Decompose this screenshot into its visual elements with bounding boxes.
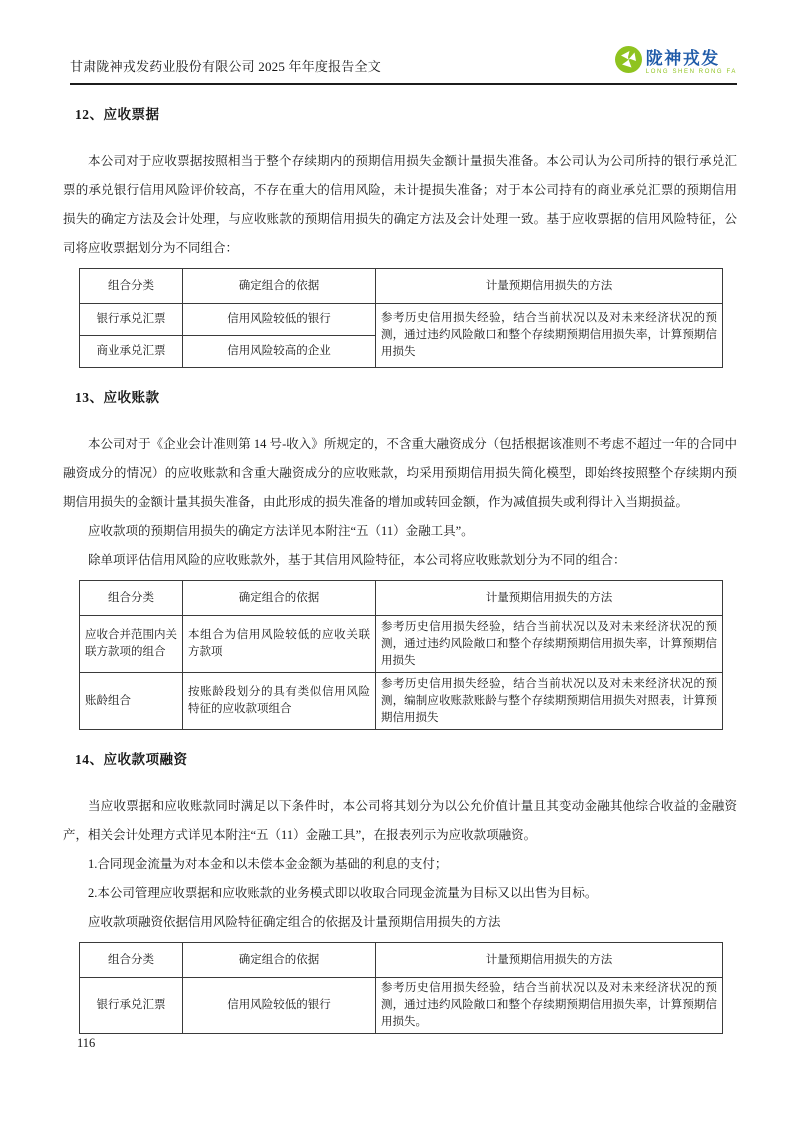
paragraph: 本公司对于应收票据按照相当于整个存续期内的预期信用损失金额计量损失准备。本公司认为公司所持的银行承兑汇票的承兑银行信用风险评价较高，不存在重大的信用风险，未计提损失准备；对于本公司持有的商业承兑汇票的预期信用损失的确定方法及会计处理，与应收账款的预期信用损失的确定方法及会计处理一致。基于应收票据的信用风险特征，公司将应收票据划分为不同组合： <box>63 154 737 255</box>
paragraph: 应收款项的预期信用损失的确定方法详见本附注“五（11）金融工具”。 <box>88 524 474 538</box>
cell-method: 参考历史信用损失经验，结合当前状况以及对未来经济状况的预测，通过违约风险敞口和整个存续期预期信用损失率，计算预期信用损失 <box>376 616 723 673</box>
paragraph: 2.本公司管理应收票据和应收账款的业务模式即以收取合同现金流量为目标又以出售为目标。 <box>88 886 598 900</box>
header-rule <box>70 83 737 85</box>
col-header-method: 计量预期信用损失的方法 <box>376 269 723 304</box>
logo-name-en: LONG SHEN RONG FA <box>645 68 737 75</box>
cell-method-merged: 参考历史信用损失经验，结合当前状况以及对未来经济状况的预测，通过违约风险敞口和整个存续期预期信用损失率，计算预期信用损失 <box>376 304 723 368</box>
table-row <box>80 978 723 1034</box>
cell-portfolio: 商业承兑汇票 <box>80 336 183 368</box>
section-heading: 14、应收款项融资 <box>75 752 188 767</box>
col-header-portfolio: 组合分类 <box>80 269 183 304</box>
report-title: 甘肃陇神戎发药业股份有限公司 2025 年年度报告全文 <box>70 59 381 74</box>
section-notes-receivable <box>63 103 737 368</box>
receivables-financing-portfolio-table <box>79 942 723 1034</box>
cell-portfolio: 应收合并范围内关联方款项的组合 <box>80 616 183 673</box>
table-row <box>80 616 723 673</box>
section-heading: 13、应收账款 <box>75 390 160 405</box>
paragraph: 除单项评估信用风险的应收账款外，基于其信用风险特征，本公司将应收账款划分为不同的组合： <box>88 553 626 567</box>
notes-receivable-portfolio-table <box>79 268 723 368</box>
accounts-receivable-portfolio-table <box>79 580 723 730</box>
table-header-row <box>80 581 723 616</box>
col-header-portfolio: 组合分类 <box>80 581 183 616</box>
paragraph: 本公司对于《企业会计准则第 14 号-收入》所规定的，不含重大融资成分（包括根据该准则不考虑不超过一年的合同中融资成分的情况）的应收账款和含重大融资成分的应收账款，均采用预期信用损失简化模型，即始终按照整个存续期内预期信用损失的金额计量其损失准备，由此形成的损失准备的增加或转回金额，作为减值损失或利得计入当期损益。 <box>63 437 737 509</box>
section-accounts-receivable <box>63 386 737 730</box>
company-logo <box>615 46 737 78</box>
cell-portfolio: 账龄组合 <box>80 673 183 730</box>
cell-method: 参考历史信用损失经验，结合当前状况以及对未来经济状况的预测，通过违约风险敞口和整个存续期预期信用损失率，计算预期信用损失。 <box>376 978 723 1034</box>
col-header-basis: 确定组合的依据 <box>183 581 376 616</box>
cell-method: 参考历史信用损失经验，结合当前状况以及对未来经济状况的预测，编制应收账款账龄与整个存续期预期信用损失对照表，计算预期信用损失 <box>376 673 723 730</box>
logo-name-cn: 陇神戎发 <box>645 48 720 68</box>
cell-portfolio: 银行承兑汇票 <box>80 978 183 1034</box>
col-header-basis: 确定组合的依据 <box>183 943 376 978</box>
paragraph: 当应收票据和应收账款同时满足以下条件时，本公司将其划分为以公允价值计量且其变动金融其他综合收益的金融资产，相关会计处理方式详见本附注“五（11）金融工具”，在报表列示为应收款项融资。 <box>63 799 737 842</box>
col-header-basis: 确定组合的依据 <box>183 269 376 304</box>
paragraph: 应收款项融资依据信用风险特征确定组合的依据及计量预期信用损失的方法 <box>88 915 501 929</box>
cell-basis: 本组合为信用风险较低的应收关联方款项 <box>183 616 376 673</box>
cell-basis: 信用风险较高的企业 <box>183 336 376 368</box>
section-receivables-financing <box>63 748 737 1034</box>
page-number: 116 <box>77 1036 96 1050</box>
cell-basis: 信用风险较低的银行 <box>183 304 376 336</box>
col-header-portfolio: 组合分类 <box>80 943 183 978</box>
table-row <box>80 673 723 730</box>
section-heading: 12、应收票据 <box>75 107 160 122</box>
col-header-method: 计量预期信用损失的方法 <box>376 943 723 978</box>
paragraph: 1.合同现金流量为对本金和以未偿本金金额为基础的利息的支付； <box>88 857 448 871</box>
cell-basis: 按账龄段划分的具有类似信用风险特征的应收款项组合 <box>183 673 376 730</box>
page-header <box>63 46 737 79</box>
table-header-row <box>80 943 723 978</box>
table-header-row <box>80 269 723 304</box>
cell-basis: 信用风险较低的银行 <box>183 978 376 1034</box>
pinwheel-leaf-icon <box>615 46 642 78</box>
logo-wordmark <box>646 50 737 75</box>
col-header-method: 计量预期信用损失的方法 <box>376 581 723 616</box>
table-row <box>80 304 723 336</box>
cell-portfolio: 银行承兑汇票 <box>80 304 183 336</box>
